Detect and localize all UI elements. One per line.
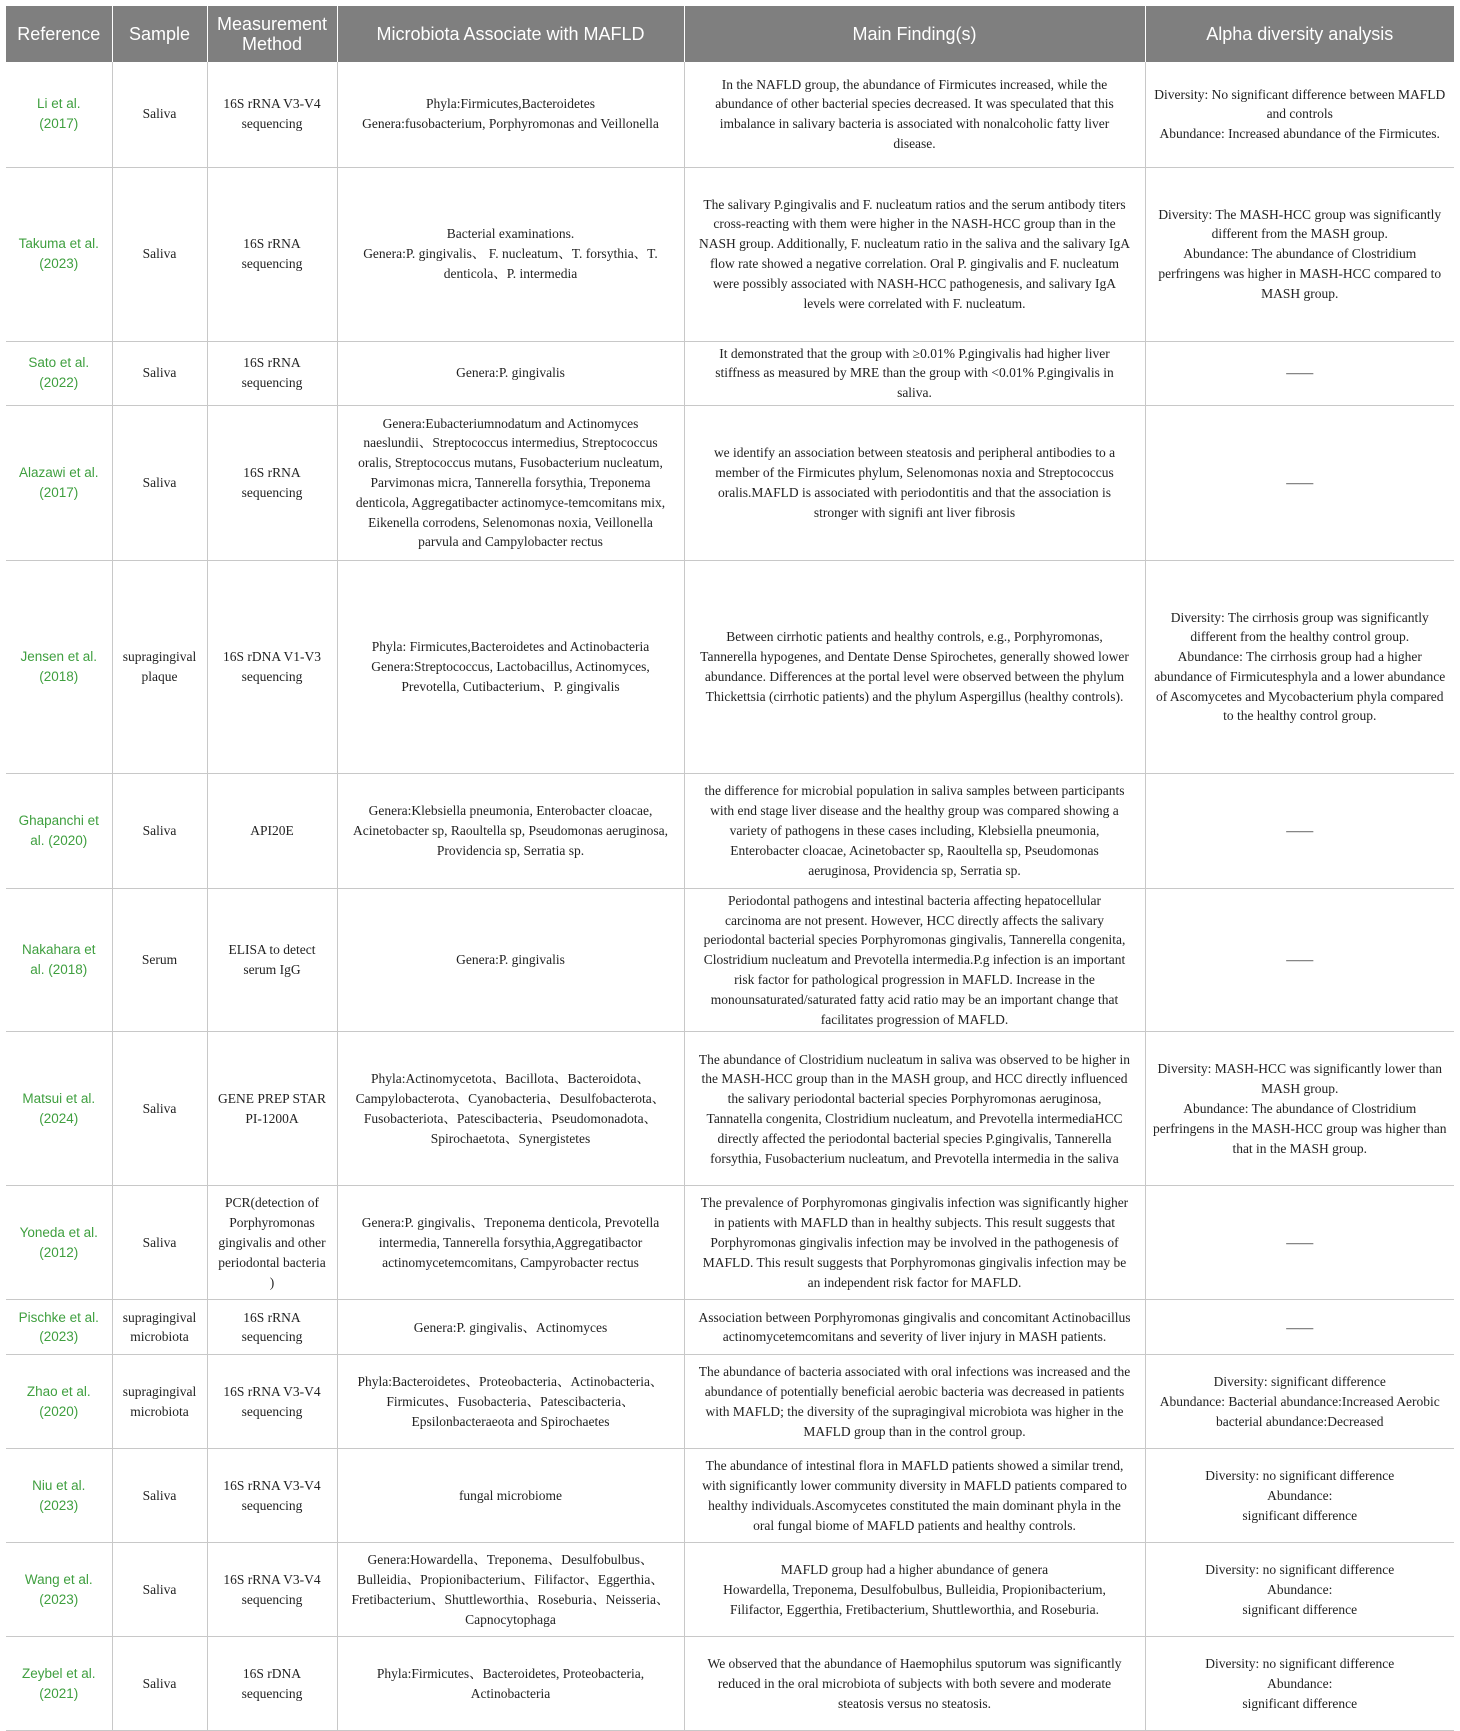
reference-link[interactable]: Zhao et al. (2020) <box>6 1355 112 1449</box>
microbiota-cell: Genera:P. gingivalis、Actinomyces <box>337 1300 684 1355</box>
finding-cell: we identify an association between steatosis and peripheral antibodies to a member of the Firmicutes phylum, Selenomonas noxia and Streptococcus oralis.MAFLD is associated with periodontitis and that the association is stronger with signifi ant liver fibrosis <box>684 405 1145 560</box>
finding-cell: the difference for microbial population in saliva samples between participants with end stage liver disease and the healthy group was compared showing a variety of pathogens in these cases including, Klebsiella pneumonia, Enterobacter cloacae, Acinetobacter sp, Raoultella sp, Pseudomonas aeruginosa, Providencia sp, Serratia sp. <box>684 773 1145 888</box>
finding-cell: The salivary P.gingivalis and F. nucleatum ratios and the serum antibody titers cross-reacting with them were higher in the NASH-HCC group than in the NASH group. Additionally, F. nucleatum ratio in the saliva and the salivary IgA flow rate showed a negative correlation. Oral P. gingivalis and F. nucleatum were possibly associated with NASH-HCC pathogenesis, and salivary IgA levels were correlated with F. nucleatum. <box>684 167 1145 341</box>
method-cell: 16S rRNA V3-V4 sequencing <box>207 1449 337 1543</box>
method-cell: API20E <box>207 773 337 888</box>
method-cell: 16S rRNA V3-V4 sequencing <box>207 1543 337 1637</box>
alpha-cell: —— <box>1145 405 1454 560</box>
microbiota-cell: fungal microbiome <box>337 1449 684 1543</box>
reference-link[interactable]: Matsui et al. (2024) <box>6 1032 112 1186</box>
alpha-cell: Diversity: MASH-HCC was significantly lower than MASH group. Abundance: The abundance of Clostridium perfringens in the MASH-HCC group was higher than that in the MASH group. <box>1145 1032 1454 1186</box>
method-cell: 16S rRNA sequencing <box>207 1300 337 1355</box>
table-row <box>6 1543 1454 1637</box>
header-reference: Reference <box>6 6 112 62</box>
finding-cell: In the NAFLD group, the abundance of Firmicutes increased, while the abundance of other bacterial species decreased. It was speculated that this imbalance in salivary bacteria is associated with nonalcoholic fatty liver disease. <box>684 62 1145 167</box>
sample-cell: supragingival microbiota <box>112 1300 207 1355</box>
finding-cell: It demonstrated that the group with ≥0.01% P.gingivalis had higher liver stiffness as measured by MRE than the group with <0.01% P.gingivalis in saliva. <box>684 341 1145 405</box>
reference-link[interactable]: Yoneda et al. (2012) <box>6 1186 112 1300</box>
table-row <box>6 1449 1454 1543</box>
microbiota-cell: Phyla:Firmicutes、Bacteroidetes, Proteobacteria, Actinobacteria <box>337 1637 684 1731</box>
header-row <box>6 6 1454 62</box>
finding-cell: The abundance of Clostridium nucleatum in saliva was observed to be higher in the MASH-HCC group than in the MASH group, and HCC directly influenced the salivary periodontal bacterial species Porphyromonas aeruginosa, Tannatella congenita, Clostridium nucleatum, and Prevotella intermediaHCC directly affected the periodontal bacterial species P.gingivalis, Tannerella forsythia, Fusobacterium nucleatum, and Prevotella intermedia in the saliva <box>684 1032 1145 1186</box>
alpha-cell: Diversity: The cirrhosis group was significantly different from the healthy control group. Abundance: The cirrhosis group had a higher abundance of Firmicutesphyla and a lower abundance of Ascomycetes and Mycobacterium phyla compared to the healthy control group. <box>1145 560 1454 773</box>
table-row <box>6 1637 1454 1731</box>
sample-cell: Saliva <box>112 62 207 167</box>
sample-cell: Saliva <box>112 773 207 888</box>
table-row <box>6 1032 1454 1186</box>
alpha-cell: Diversity: The MASH-HCC group was significantly different from the MASH group. Abundance: The abundance of Clostridium perfringens was higher in MASH-HCC compared to MASH group. <box>1145 167 1454 341</box>
finding-cell: The abundance of bacteria associated with oral infections was increased and the abundance of potentially beneficial aerobic bacteria was decreased in patients with MAFLD; the diversity of the supragingival microbiota was higher in the MAFLD group than in the control group. <box>684 1355 1145 1449</box>
sample-cell: Saliva <box>112 1449 207 1543</box>
reference-link[interactable]: Li et al. (2017) <box>6 62 112 167</box>
microbiota-cell: Genera:Eubacteriumnodatum and Actinomyces naeslundii、Streptococcus intermedius, Streptococcus oralis, Streptococcus mutans, Fusobacterium nucleatum, Parvimonas micra, Tannerella forsythia, Treponema denticola, Aggregatibacter actinomyce-temcomitans mix, Eikenella corrodens, Selenomonas noxia, Veillonella parvula and Campylobacter rectus <box>337 405 684 560</box>
method-cell: 16S rRNA sequencing <box>207 405 337 560</box>
sample-cell: Saliva <box>112 167 207 341</box>
alpha-cell: —— <box>1145 341 1454 405</box>
sample-cell: Saliva <box>112 1032 207 1186</box>
finding-cell: MAFLD group had a higher abundance of genera Howardella, Treponema, Desulfobulbus, Bulleidia, Propionibacterium, Filifactor, Eggerthia, Fretibacterium, Shuttleworthia, and Roseburia. <box>684 1543 1145 1637</box>
microbiota-cell: Genera:P. gingivalis <box>337 888 684 1032</box>
sample-cell: Saliva <box>112 1186 207 1300</box>
studies-table <box>6 6 1454 1731</box>
finding-cell: We observed that the abundance of Haemophilus sputorum was significantly reduced in the oral microbiota of subjects with both severe and moderate steatosis versus no steatosis. <box>684 1637 1145 1731</box>
reference-link[interactable]: Takuma et al. (2023) <box>6 167 112 341</box>
reference-link[interactable]: Alazawi et al. (2017) <box>6 405 112 560</box>
alpha-cell: Diversity: no significant difference Abundance: significant difference <box>1145 1449 1454 1543</box>
table-row <box>6 167 1454 341</box>
finding-cell: Between cirrhotic patients and healthy controls, e.g., Porphyromonas, Tannerella hypogenes, and Dentate Dense Spirochetes, generally showed lower abundance. Differences at the portal level were observed between the phylum Thickettsia (cirrhotic patients) and the phylum Aspergillus (healthy controls). <box>684 560 1145 773</box>
reference-link[interactable]: Zeybel et al. (2021) <box>6 1637 112 1731</box>
table-row <box>6 888 1454 1032</box>
header-microbiota: Microbiota Associate with MAFLD <box>337 6 684 62</box>
microbiota-cell: Genera:Howardella、Treponema、Desulfobulbus、Bulleidia、Propionibacterium、Filifactor、Eggerthia、Fretibacterium、Shuttleworthia、Roseburia、Neisseria、Capnocytophaga <box>337 1543 684 1637</box>
method-cell: GENE PREP STAR PI-1200A <box>207 1032 337 1186</box>
reference-link[interactable]: Jensen et al. (2018) <box>6 560 112 773</box>
reference-link[interactable]: Pischke et al. (2023) <box>6 1300 112 1355</box>
finding-cell: The prevalence of Porphyromonas gingivalis infection was significantly higher in patients with MAFLD than in healthy subjects. This result suggests that Porphyromonas gingivalis infection may be involved in the pathogenesis of MAFLD. This result suggests that Porphyromonas gingivalis infection may be an independent risk factor for MAFLD. <box>684 1186 1145 1300</box>
reference-link[interactable]: Wang et al. (2023) <box>6 1543 112 1637</box>
table-row <box>6 560 1454 773</box>
sample-cell: supragingival microbiota <box>112 1355 207 1449</box>
alpha-cell: —— <box>1145 888 1454 1032</box>
table-row <box>6 1355 1454 1449</box>
method-cell: 16S rRNA V3-V4 sequencing <box>207 62 337 167</box>
table-row <box>6 1186 1454 1300</box>
method-cell: 16S rDNA sequencing <box>207 1637 337 1731</box>
sample-cell: Serum <box>112 888 207 1032</box>
table-row <box>6 62 1454 167</box>
microbiota-cell: Genera:P. gingivalis <box>337 341 684 405</box>
sample-cell: Saliva <box>112 405 207 560</box>
method-cell: 16S rRNA sequencing <box>207 167 337 341</box>
finding-cell: The abundance of intestinal flora in MAFLD patients showed a similar trend, with significantly lower community diversity in MAFLD patients compared to healthy individuals.Ascomycetes constituted the main dominant phyla in the oral fungal biome of MAFLD patients and healthy controls. <box>684 1449 1145 1543</box>
alpha-cell: Diversity: significant difference Abundance: Bacterial abundance:Increased Aerobic bacterial abundance:Decreased <box>1145 1355 1454 1449</box>
method-cell: 16S rRNA sequencing <box>207 341 337 405</box>
reference-link[interactable]: Ghapanchi et al. (2020) <box>6 773 112 888</box>
sample-cell: supragingival plaque <box>112 560 207 773</box>
microbiota-cell: Phyla:Actinomycetota、Bacillota、Bacteroidota、Campylobacterota、Cyanobacteria、Desulfobacterota、Fusobacteriota、Patescibacteria、Pseudomonadota、Spirochaetota、Synergistetes <box>337 1032 684 1186</box>
header-method: Measurement Method <box>207 6 337 62</box>
sample-cell: Saliva <box>112 1543 207 1637</box>
sample-cell: Saliva <box>112 341 207 405</box>
method-cell: PCR(detection of Porphyromonas gingivalis and other periodontal bacteria ) <box>207 1186 337 1300</box>
alpha-cell: Diversity: no significant difference Abundance: significant difference <box>1145 1543 1454 1637</box>
method-cell: ELISA to detect serum IgG <box>207 888 337 1032</box>
microbiota-cell: Bacterial examinations. Genera:P. gingivalis、 F. nucleatum、T. forsythia、T. denticola、P. intermedia <box>337 167 684 341</box>
table-row <box>6 341 1454 405</box>
method-cell: 16S rRNA V3-V4 sequencing <box>207 1355 337 1449</box>
alpha-cell: Diversity: no significant difference Abundance: significant difference <box>1145 1637 1454 1731</box>
table-row <box>6 405 1454 560</box>
method-cell: 16S rDNA V1-V3 sequencing <box>207 560 337 773</box>
alpha-cell: —— <box>1145 773 1454 888</box>
microbiota-cell: Phyla:Firmicutes,Bacteroidetes Genera:fusobacterium, Porphyromonas and Veillonella <box>337 62 684 167</box>
microbiota-cell: Genera:P. gingivalis、Treponema denticola, Prevotella intermedia, Tannerella forsythia,Aggregatibactor actinomycetemcomitans, Campyrobacter rectus <box>337 1186 684 1300</box>
table-row <box>6 773 1454 888</box>
sample-cell: Saliva <box>112 1637 207 1731</box>
header-findings: Main Finding(s) <box>684 6 1145 62</box>
microbiota-cell: Phyla:Bacteroidetes、Proteobacteria、Actinobacteria、Firmicutes、Fusobacteria、Patescibacteria、Epsilonbacteraeota and Spirochaetes <box>337 1355 684 1449</box>
alpha-cell: —— <box>1145 1186 1454 1300</box>
reference-link[interactable]: Sato et al. (2022) <box>6 341 112 405</box>
finding-cell: Association between Porphyromonas gingivalis and concomitant Actinobacillus actinomycetemcomitans and severity of liver injury in MASH patients. <box>684 1300 1145 1355</box>
header-alpha: Alpha diversity analysis <box>1145 6 1454 62</box>
alpha-cell: Diversity: No significant difference between MAFLD and controls Abundance: Increased abundance of the Firmicutes. <box>1145 62 1454 167</box>
microbiota-cell: Phyla: Firmicutes,Bacteroidetes and Actinobacteria Genera:Streptococcus, Lactobacillus, Actinomyces, Prevotella, Cutibacterium、P. gingivalis <box>337 560 684 773</box>
header-sample: Sample <box>112 6 207 62</box>
reference-link[interactable]: Nakahara et al. (2018) <box>6 888 112 1032</box>
finding-cell: Periodontal pathogens and intestinal bacteria affecting hepatocellular carcinoma are not present. However, HCC directly affects the salivary periodontal bacterial species Porphyromonas gingivalis, Tannerella congenita, Clostridium nucleatum and Prevotella intermedia.P.g infection is an important risk factor for pathological progression in MAFLD. Increase in the monounsaturated/saturated fatty acid ratio may be an important change that facilitates progression of MAFLD. <box>684 888 1145 1032</box>
table-row <box>6 1300 1454 1355</box>
alpha-cell: —— <box>1145 1300 1454 1355</box>
microbiota-cell: Genera:Klebsiella pneumonia, Enterobacter cloacae, Acinetobacter sp, Raoultella sp, Pseudomonas aeruginosa, Providencia sp, Serratia sp. <box>337 773 684 888</box>
reference-link[interactable]: Niu et al. (2023) <box>6 1449 112 1543</box>
